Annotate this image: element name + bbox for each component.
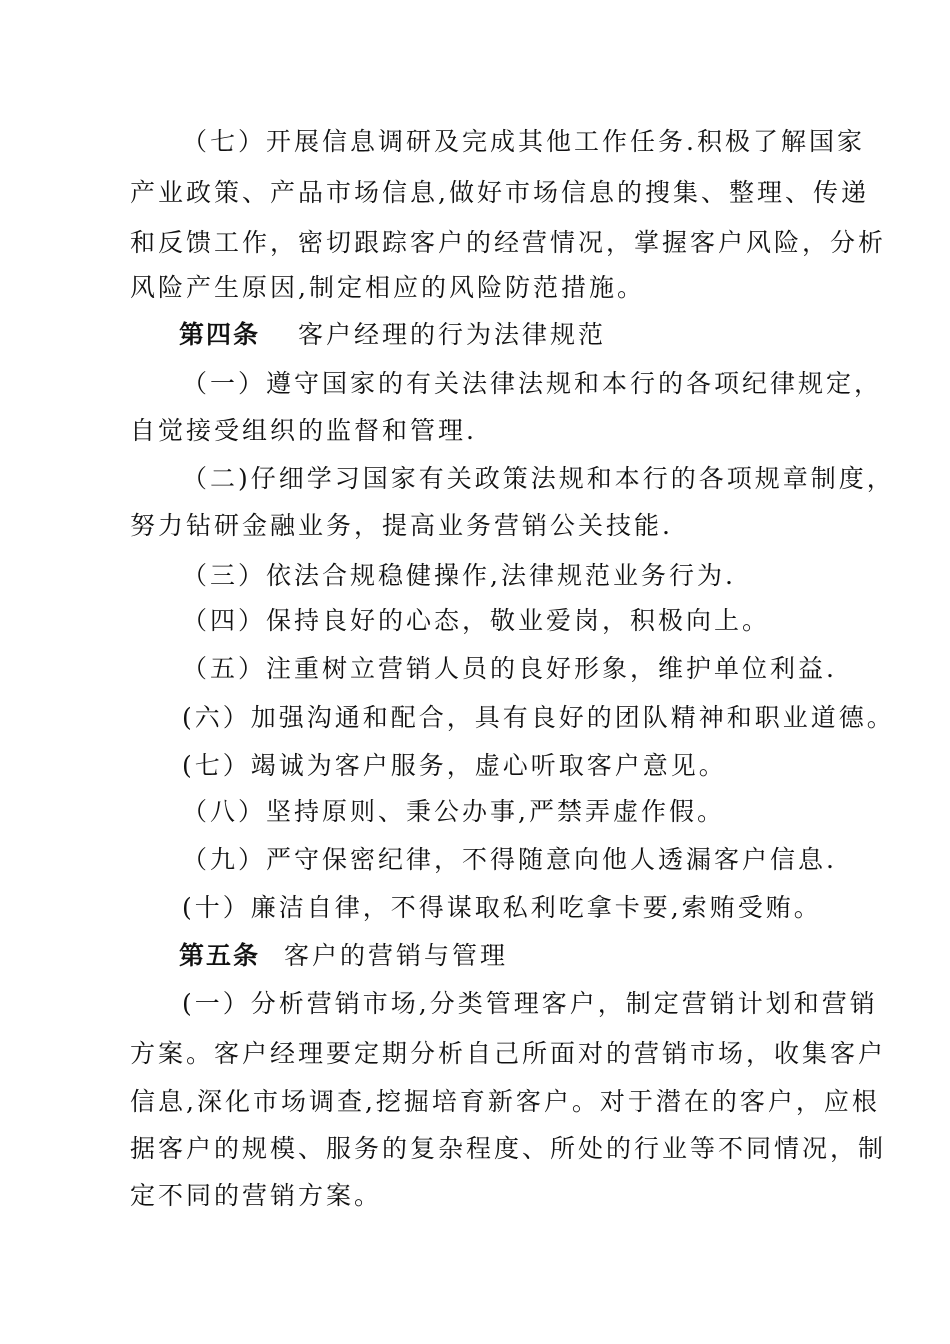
paragraph-line: （九）严守保密纪律，不得随意向他人透漏客户信息.	[182, 845, 837, 874]
article-title: 客户经理的行为法律规范	[298, 320, 607, 349]
paragraph-line: (一）分析营销市场,分类管理客户，制定营销计划和营销	[182, 989, 878, 1018]
item-label: （一）	[182, 369, 267, 398]
item-text: 遵守国家的有关法律法规和本行的各项纪律规定，	[266, 369, 883, 398]
paragraph-line: 风险产生原因,制定相应的风险防范措施。	[130, 273, 645, 302]
paragraph-line: 定不同的营销方案。	[130, 1181, 383, 1210]
paragraph-line: （七）开展信息调研及完成其他工作任务.积极了解国家	[182, 127, 865, 156]
paragraph-line: 产业政策、产品市场信息,做好市场信息的搜集、整理、传递	[130, 178, 869, 207]
article-heading	[179, 320, 606, 350]
paragraph-line: (六）加强沟通和配合，具有良好的团队精神和职业道德。	[182, 703, 895, 732]
paragraph-line: （五）注重树立营销人员的良好形象，维护单位利益.	[182, 654, 837, 683]
paragraph-line: 方案。客户经理要定期分析自己所面对的营销市场，收集客户	[130, 1039, 887, 1068]
article-title: 客户的营销与管理	[284, 941, 509, 970]
article-heading	[179, 941, 508, 971]
paragraph-line: 自觉接受组织的监督和管理.	[130, 416, 477, 445]
paragraph-line: (十）廉洁自律，不得谋取私利吃拿卡要,索贿受贿。	[182, 893, 822, 922]
paragraph-line: （四）保持良好的心态，敬业爱岗，积极向上。	[182, 606, 771, 635]
paragraph-line: (七）竭诚为客户服务，虚心听取客户意见。	[182, 751, 727, 780]
paragraph-line: （八）坚持原则、秉公办事,严禁弄虚作假。	[182, 797, 725, 826]
paragraph-line: （二)仔细学习国家有关政策法规和本行的各项规章制度，	[182, 464, 895, 493]
paragraph-line: （三）依法合规稳健操作,法律规范业务行为.	[182, 561, 736, 590]
paragraph-line: 努力钻研金融业务，提高业务营销公关技能.	[130, 511, 673, 540]
paragraph-line	[182, 369, 882, 399]
paragraph-line: 和反馈工作，密切跟踪客户的经营情况，掌握客户风险，分析	[130, 228, 887, 257]
paragraph-line: 信息,深化市场调查,挖掘培育新客户。对于潜在的客户，应根	[130, 1087, 880, 1116]
article-label: 第五条	[179, 941, 261, 970]
paragraph-line: 据客户的规模、服务的复杂程度、所处的行业等不同情况，制	[130, 1134, 887, 1163]
article-label: 第四条	[179, 320, 261, 349]
